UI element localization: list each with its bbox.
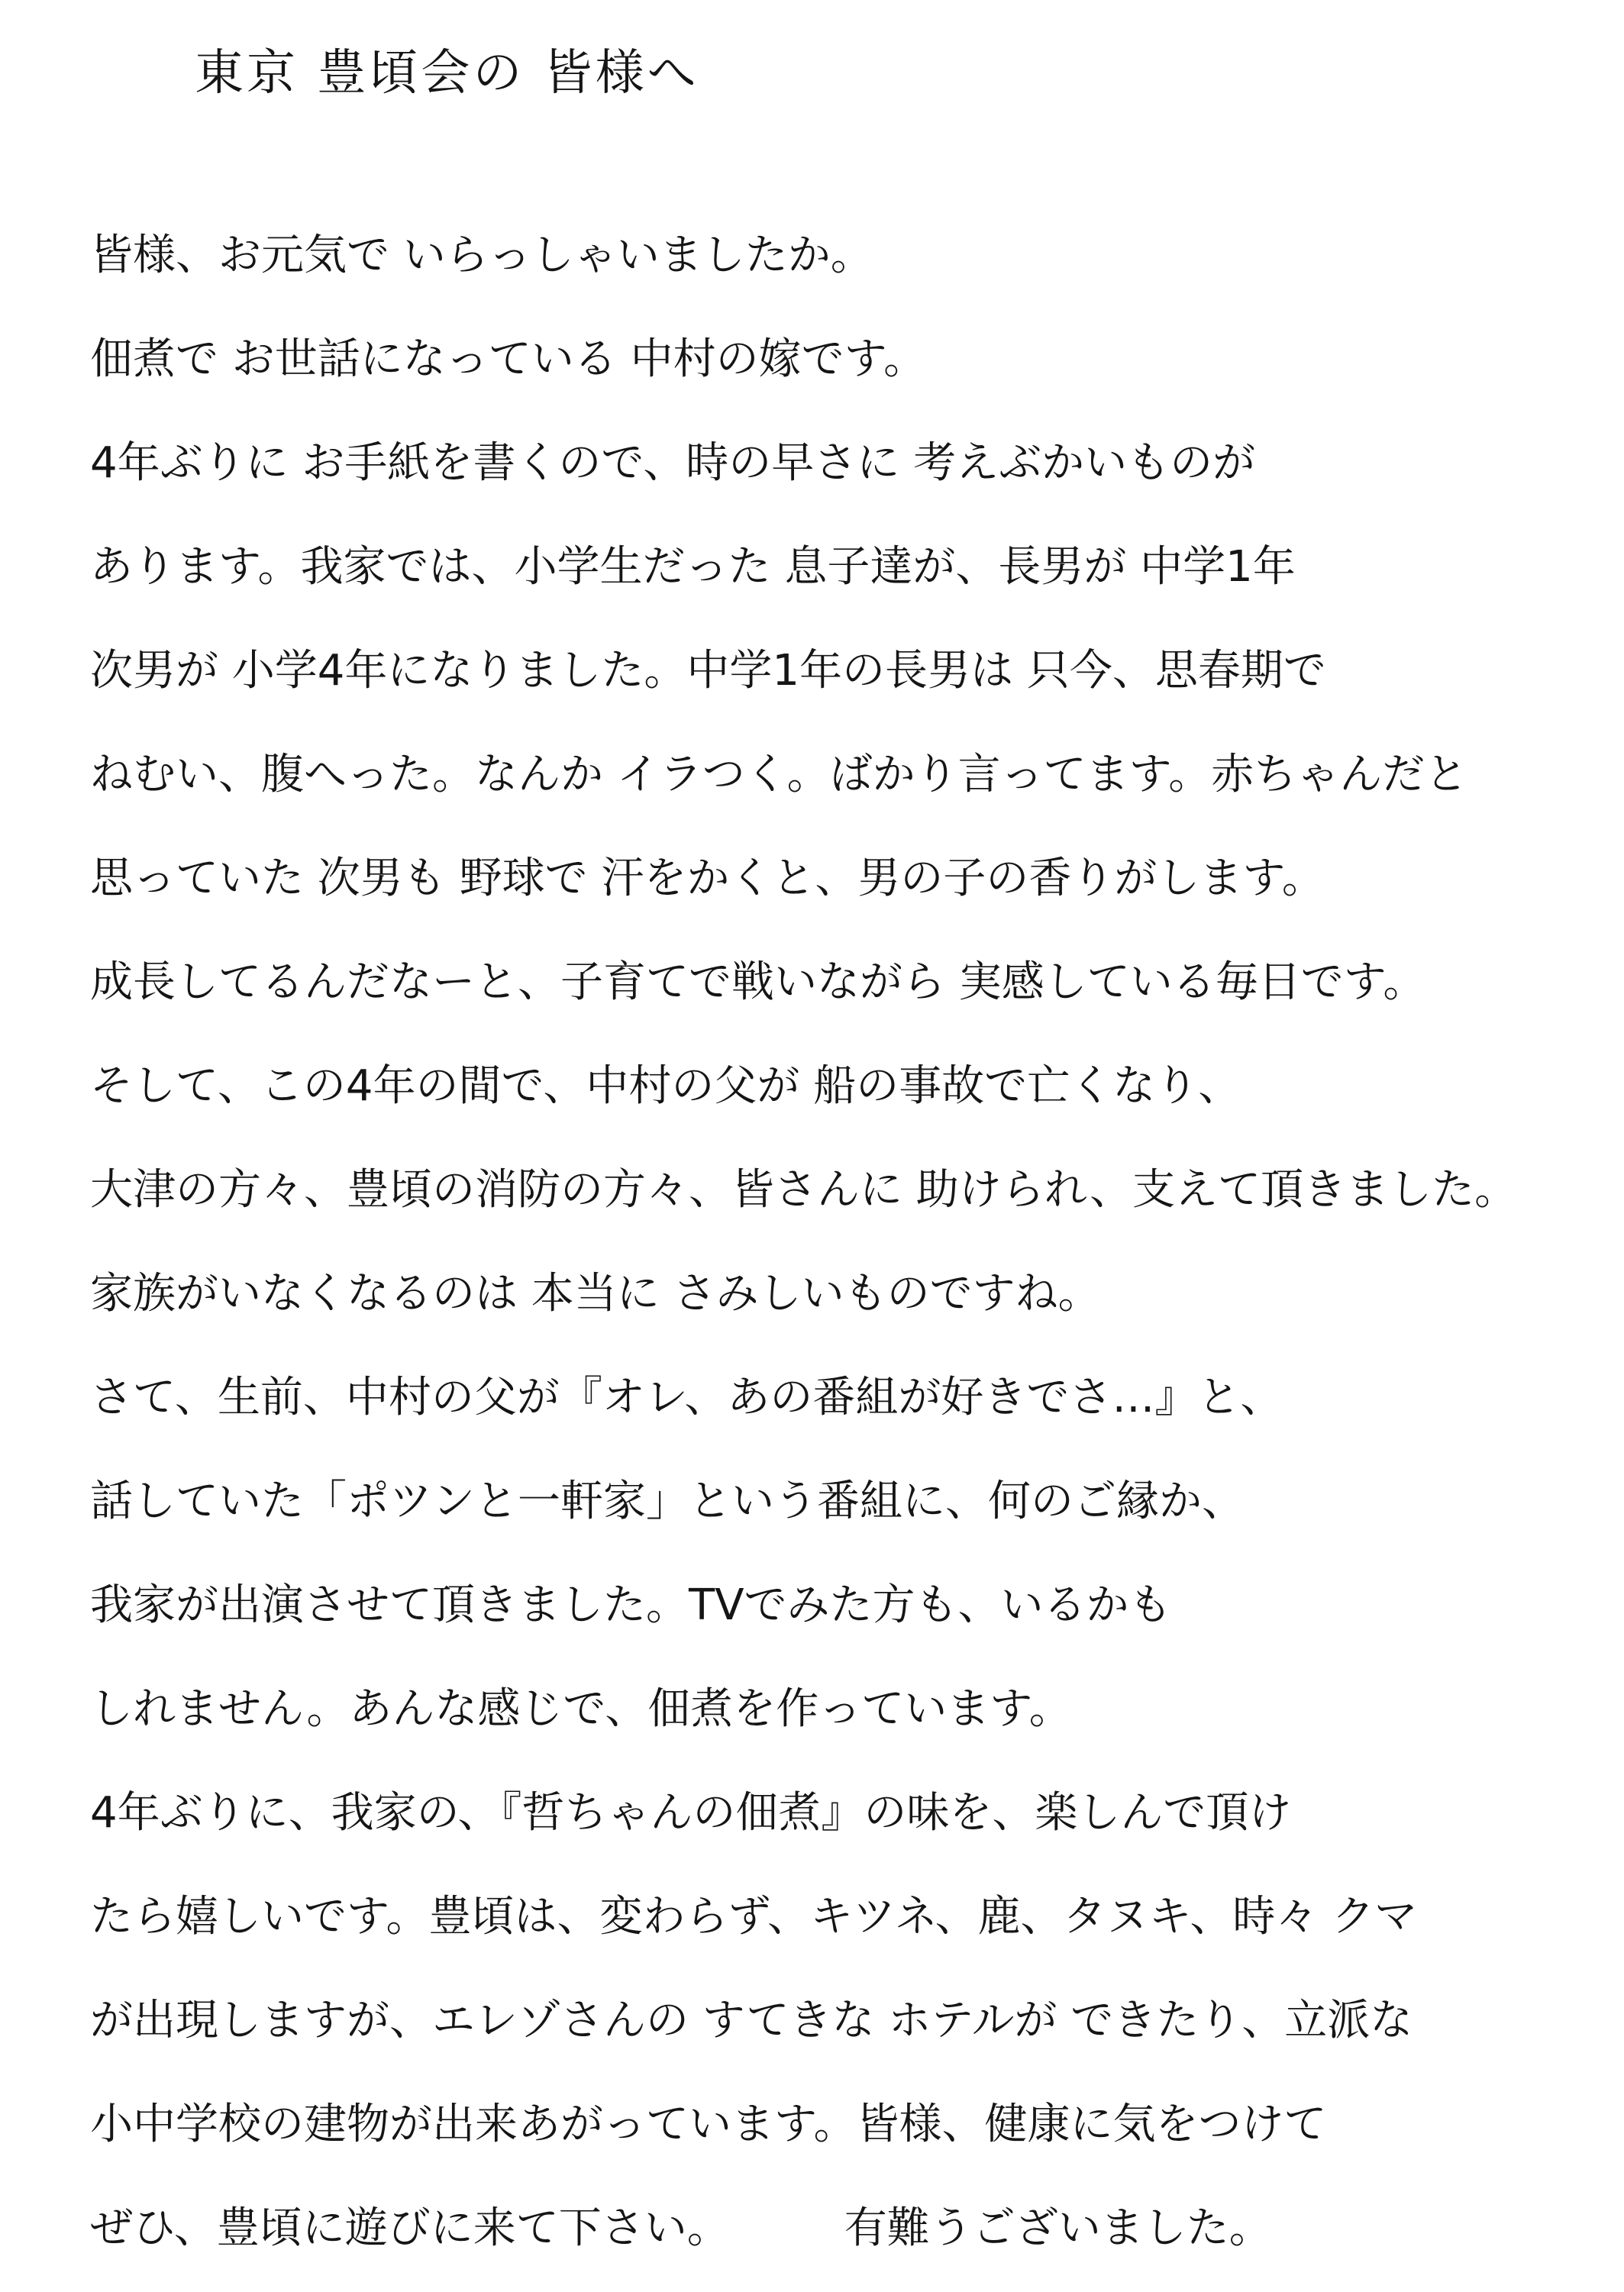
- letter-line: 皆様、お元気で いらっしゃいましたか。: [90, 231, 873, 280]
- letter-line: 佃煮で お世話になっている 中村の嫁です。: [90, 334, 927, 384]
- letter-line: 成長してるんだなーと、子育てで戦いながら 実感している毎日です。: [90, 957, 1426, 1007]
- letter-line: 次男が 小学4年になりました。中学1年の長男は 只今、思春期で: [90, 646, 1326, 696]
- letter-line: 4年ぶりに お手紙を書くので、時の早さに 考えぶかいものが: [90, 438, 1256, 488]
- letter-line: 家族がいなくなるのは 本当に さみしいものですね。: [90, 1269, 1101, 1319]
- letter-line: ぜひ、豊頃に遊びに来て下さい。: [90, 2203, 730, 2253]
- letter-line: ねむい、腹へった。なんか イラつく。ばかり言ってます。赤ちゃんだと: [90, 750, 1468, 799]
- letter-line: たら嬉しいです。豊頃は、変わらず、キツネ、鹿、タヌキ、時々 クマ: [90, 1892, 1418, 1942]
- letter-last-line: [90, 2177, 1609, 2281]
- letter-line: 我家が出演させて頂きました。TVでみた方も、いるかも: [90, 1580, 1172, 1630]
- letter-line: しれません。あんな感じで、佃煮を作っています。: [90, 1684, 1072, 1734]
- letter-closing: 有難うございました。: [844, 2203, 1272, 2253]
- letter-line: 小中学校の建物が出来あがっています。皆様、健康に気をつけて: [90, 2100, 1327, 2149]
- letter-line: さて、生前、中村の父が『オレ、あの番組が好きでさ…』と、: [90, 1373, 1283, 1422]
- letter-line: 話していた「ポツンと一軒家」という番組に、何のご縁か、: [90, 1477, 1245, 1526]
- letter-line: 4年ぶりに、我家の、『哲ちゃんの佃煮』の味を、楽しんで頂け: [90, 1788, 1292, 1838]
- letter-greeting-title: 東京 豊頃会の 皆様へ: [195, 45, 699, 102]
- letter-line: あります。我家では、小学生だった 息子達が、長男が 中学1年: [90, 542, 1296, 592]
- letter-line: そして、この4年の間で、中村の父が 船の事故で亡くなり、: [90, 1061, 1241, 1111]
- letter-line: 思っていた 次男も 野球で 汗をかくと、男の子の香りがします。: [90, 854, 1325, 903]
- letter-line: が出現しますが、エレゾさんの すてきな ホテルが できたり、立派な: [90, 1996, 1413, 2045]
- letter-line: 大津の方々、豊頃の消防の方々、皆さんに 助けられ、支えて頂きました。: [90, 1165, 1518, 1215]
- letter-body: [90, 204, 1609, 2281]
